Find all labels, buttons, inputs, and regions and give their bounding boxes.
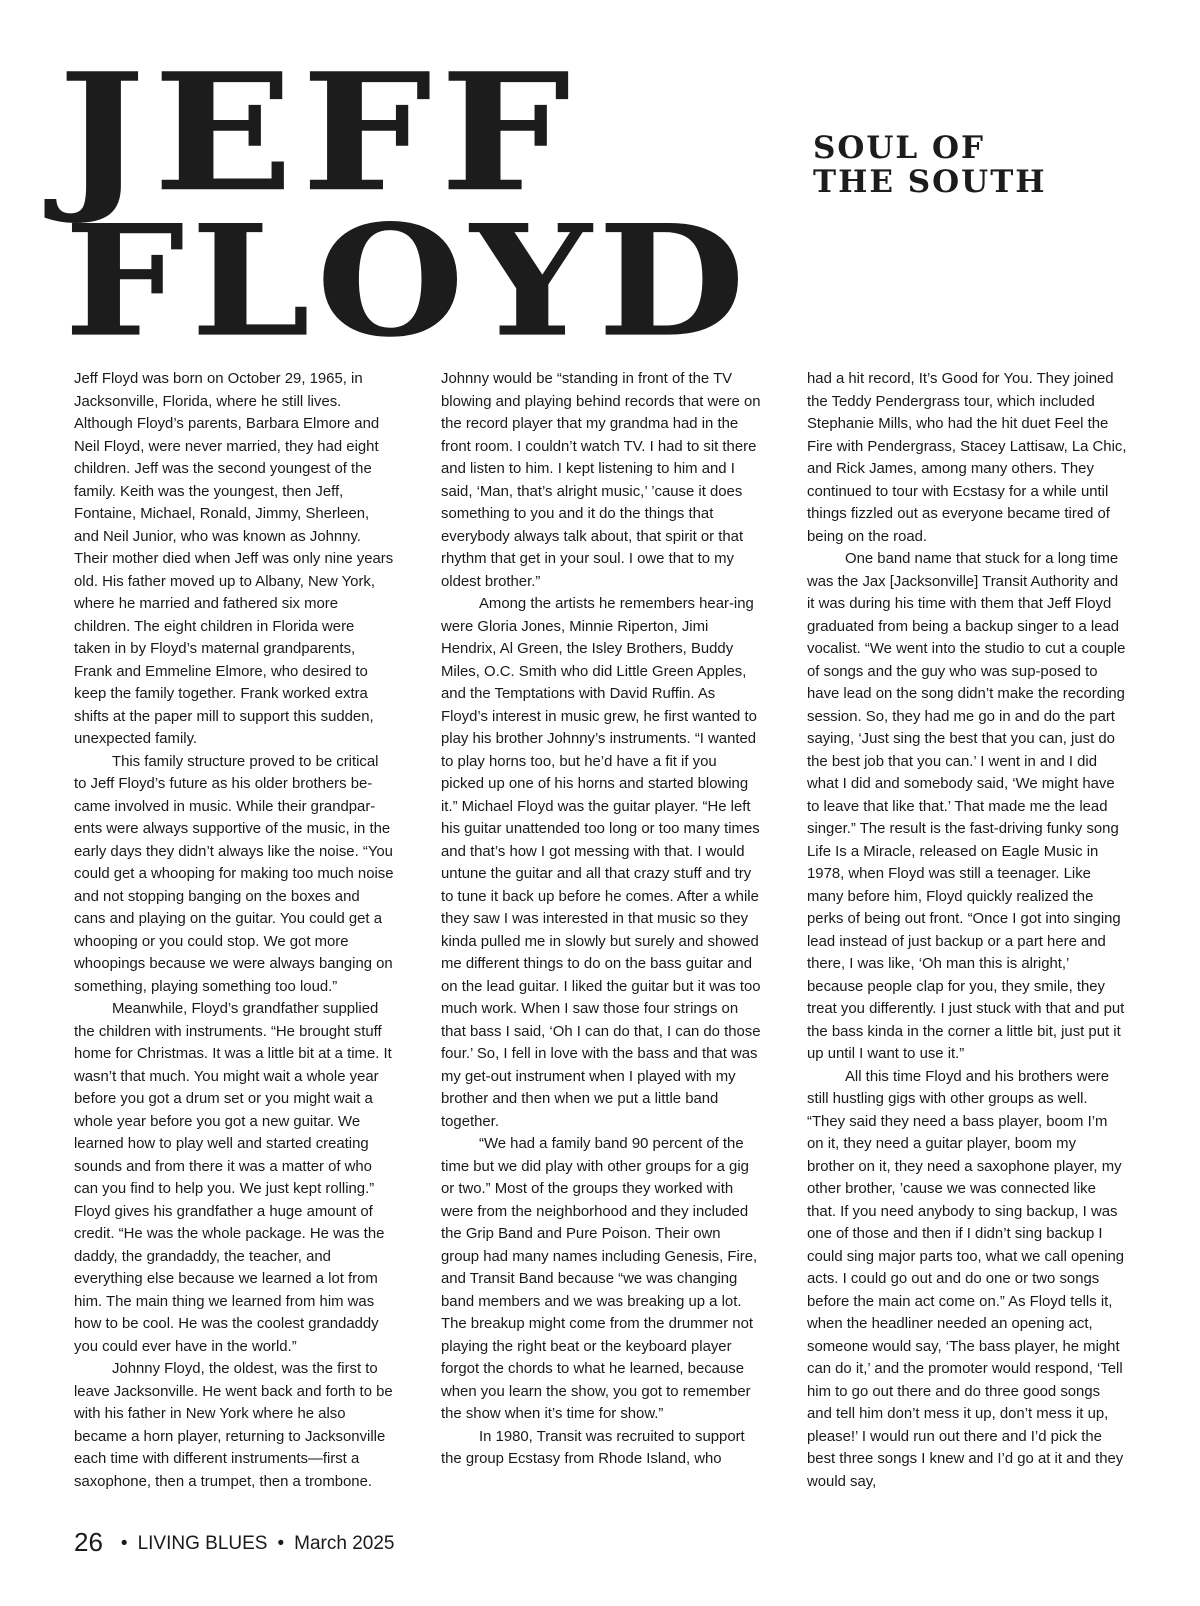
- article-column-1: [74, 368, 394, 1498]
- paragraph: In 1980, Transit was recruited to support the group Ecstasy from Rhode Island, who: [441, 1428, 745, 1467]
- headline-kicker: [813, 131, 1047, 199]
- paragraph: Johnny Floyd, the oldest, was the first to leave Jacksonville. He went back and forth to be with his father in New York where he also became a horn player, returning to Jacksonville each time with different instruments—first a saxophone, then a trumpet, then a trombone.: [74, 1361, 393, 1490]
- paragraph: One band name that stuck for a long time was the Jax [Jacksonville] Transit Authority and it was during his time with them that Jeff Floyd graduated from being a backup singer to a lead vocalist. “We went into the studio to cut a couple of songs and the guy who was sup-posed to have lead on the song didn’t make the recording session. So, they had me go in and do the part saying, ‘Just sing the best that you can, just do the best job that you can.’ I went in and I did what I did and somebody said, ‘We might have to leave that like that.’ That made me the lead singer.” The result is the fast-driving funky song Life Is a Miracle, released on Eagle Music in 1978, when Floyd was still a teenager. Like many before him, Floyd quickly realized the perks of being out front. “Once I got into singing lead instead of just backup or a part here and there, I was like, ‘Oh man this is alright,’ because people clap for you, they smile, they treat you differently. I just stuck with that and put the bass kinda in the corner a little bit, just put it up until I want to use it.”: [807, 551, 1126, 1062]
- paragraph: had a hit record, It’s Good for You. They joined the Teddy Pendergrass tour, which included Stephanie Mills, who had the hit duet Feel the Fire with Pendergrass, Stacey Lattisaw, La Chic, and Rick James, among many others. They continued to tour with Ecstasy for a while until things fizzled out as everyone became tired of being on the road.: [807, 371, 1127, 545]
- page-number: 26: [74, 1527, 103, 1557]
- paragraph: Jeff Floyd was born on October 29, 1965, in Jacksonville, Florida, where he still lives. Although Floyd’s parents, Barbara Elmore and Neil Floyd, were never married, they had eight children. Jeff was the second youngest of the family. Keith was the youngest, then Jeff, Fontaine, Michael, Ronald, Jimmy, Sherleen, and Neil Junior, who was known as Johnny. Their mother died when Jeff was only nine years old. His father moved up to Albany, New York, where he married and fathered six more children. The eight children in Florida were taken in by Floyd’s maternal grandparents, Frank and Emmeline Elmore, who desired to keep the family together. Frank worked extra shifts at the paper mill to support this sudden, unexpected family.: [74, 371, 394, 747]
- kicker-line-2: THE SOUTH: [813, 164, 1047, 200]
- paragraph: All this time Floyd and his brothers were still hustling gigs with other groups as well. “They said they need a bass player, boom I’m on it, they need a guitar player, boom my brother on it, they need a saxophone player, my other brother, ’cause we was connected like that. If you need anybody to sing backup, I was one of those and then if I didn’t sing backup I could sing major parts too, what we call opening acts. I could go out and do one or two songs before the main act come on.” As Floyd tells it, when the headliner needed an opening act, someone would say, ‘The bass player, he might can do it,’ and the promoter would respond, ‘Tell him to go out there and do three good songs and tell him don’t mess it up, don’t mess it up, please!’ I would run out there and I’d pick the best three songs I knew and I’d go at it and they would say,: [807, 1068, 1125, 1490]
- paragraph: “We had a family band 90 percent of the time but we did play with other groups for a gig or two.” Most of the groups they worked with were from the neighborhood and they included the Grip Band and Pure Poison. Their own group had many names including Genesis, Fire, and Transit Band because “we was changing band members and we was breaking up a lot. The breakup might come from the drummer not playing the right beat or the keyboard player forgot the chords to what he learned, because when you learn the show, you got to remember the show when it’s time for show.”: [441, 1136, 758, 1422]
- page-footer: [74, 1527, 394, 1558]
- separator-bullet: •: [277, 1533, 285, 1554]
- issue-date: March 2025: [294, 1533, 395, 1554]
- paragraph: Johnny would be “standing in front of the TV blowing and playing behind records that were on the record player that my grandma had in the front room. I couldn’t watch TV. I had to sit there and listen to him. I kept listening to him and I said, ‘Man, that’s alright music,’ ’cause it does something to you and it do the things that everybody always talk about, that spirit or that rhythm that get in your soul. I owe that to my oldest brother.”: [441, 371, 761, 590]
- article-column-2: [441, 368, 761, 1498]
- paragraph: This family structure proved to be critical to Jeff Floyd’s future as his older brothers be-came involved in music. While their grandpar-ents were always supportive of the music, in the early days they didn’t always like the noise. “You could get a whooping for making too much noise and not stopping banging on the boxes and cans and playing on the guitar. You could get a whooping or you could stop. We got more whoopings because we were always banging on something, playing something too loud.”: [74, 753, 394, 995]
- magazine-name: LIVING BLUES: [137, 1533, 268, 1554]
- article-column-3: [807, 368, 1127, 1498]
- headline-last-name: FLOYD: [64, 191, 752, 372]
- kicker-line-1: SOUL OF: [813, 130, 986, 166]
- separator-bullet: •: [120, 1533, 128, 1554]
- paragraph: Meanwhile, Floyd’s grandfather supplied the children with instruments. “He brought stuff home for Christmas. It was a little bit at a time. It wasn’t that much. You might wait a whole year before you got a drum set or you might wait a whole year before you got a new guitar. We learned how to play well and started creating sounds and from there it was a matter of who can you find to help you. We just kept rolling.” Floyd gives his grandfather a huge amount of credit. “He was the whole package. He was the daddy, the grandaddy, the teacher, and everything else because we learned a lot from him. The main thing we learned from him was how to be cool. He was the coolest grandaddy you could ever have in the world.”: [74, 1001, 392, 1355]
- paragraph: Among the artists he remembers hear-ing were Gloria Jones, Minnie Riperton, Jimi Hendrix, Al Green, the Isley Brothers, Buddy Miles, O.C. Smith who did Little Green Apples, and the Temptations with David Ruffin. As Floyd’s interest in music grew, he first wanted to play his brother Johnny’s instruments. “I wanted to play horns too, but he’d have a fit if you picked up one of his horns and started blowing it.” Michael Floyd was the guitar player. “He left his guitar unattended too long or too many times and that’s how I got messing with that. I would untune the guitar and all that crazy stuff and try to tune it back up before he comes. After a while they saw I was interested in that music so they kinda pulled me in slowly but surely and showed me different things to do on the bass guitar and on the lead guitar. I liked the guitar but it was too much work. When I saw those four strings on that bass I said, ‘Oh I can do that, I can do those four.’ So, I fell in love with the bass and that was my get-out instrument when I played with my brother and then when we put a little band together.: [441, 596, 761, 1130]
- headline-first-name: JEFF: [58, 37, 579, 228]
